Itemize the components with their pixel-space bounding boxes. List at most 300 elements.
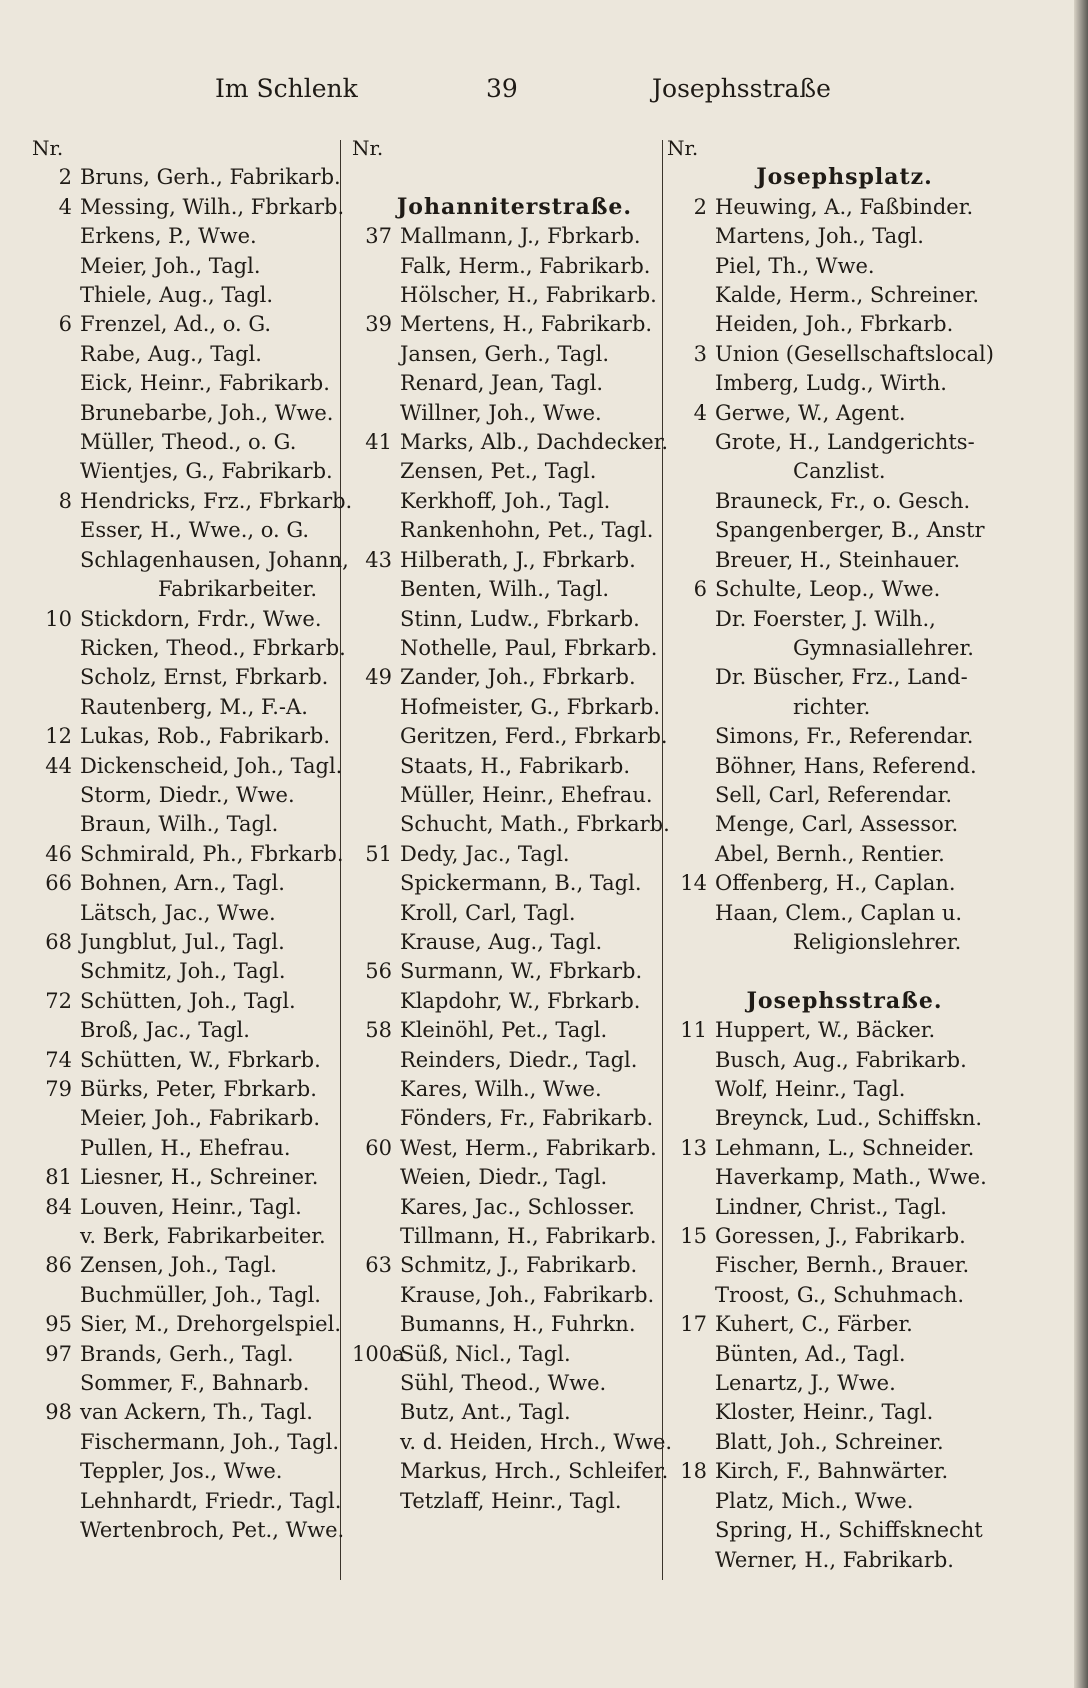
resident-text: Müller, Theod., o. G. [80, 430, 297, 455]
resident-text: Blatt, Joh., Schreiner. [715, 1429, 944, 1454]
resident-text: Kalde, Herm., Schreiner. [715, 283, 980, 308]
resident-text: Messing, Wilh., Fbrkarb. [80, 194, 345, 219]
resident-text: Bürks, Peter, Fbrkarb. [80, 1077, 317, 1101]
resident-entry [32, 1104, 352, 1133]
resident-text: Brauneck, Fr., o. Gesch. [715, 488, 971, 513]
resident-text: Kirch, F., Bahnwärter. [715, 1459, 949, 1484]
resident-entry [667, 1163, 1022, 1192]
resident-entry [32, 1516, 352, 1545]
resident-entry [352, 281, 677, 310]
resident-entry [352, 340, 677, 369]
resident-text: v. d. Heiden, Hrch., Wwe. [400, 1429, 673, 1454]
resident-entry [667, 1546, 1022, 1575]
resident-entry [352, 1487, 677, 1516]
resident-text: Kroll, Carl, Tagl. [400, 900, 576, 925]
street-heading [667, 163, 1022, 192]
resident-text: Louven, Heinr., Tagl. [80, 1194, 302, 1219]
resident-entry [667, 634, 1022, 663]
resident-entry [352, 840, 677, 869]
resident-entry [352, 163, 677, 192]
resident-entry [32, 281, 352, 310]
resident-entry [352, 487, 677, 516]
house-number: 6 [693, 577, 707, 602]
resident-text: Bohnen, Arn., Tagl. [80, 871, 285, 896]
resident-entry [32, 1487, 352, 1516]
resident-entry [667, 752, 1022, 781]
resident-text: Lenartz, J., Wwe. [715, 1371, 896, 1396]
resident-text: Zensen, Pet., Tagl. [400, 459, 597, 484]
resident-text: Canzlist. [793, 459, 886, 484]
resident-text: Willner, Joh., Wwe. [400, 400, 602, 425]
resident-text: Reinders, Diedr., Tagl. [400, 1047, 638, 1072]
house-number: 6 [58, 312, 72, 337]
nr-column-label: Nr. [667, 136, 699, 160]
resident-entry [32, 1369, 352, 1398]
resident-entry [352, 1428, 677, 1457]
resident-entry [352, 634, 677, 663]
resident-text: Dr. Foerster, J. Wilh., [715, 606, 936, 631]
resident-entry [667, 1428, 1022, 1457]
house-number: 2 [693, 194, 707, 219]
resident-text: Sühl, Theod., Wwe. [400, 1371, 607, 1396]
resident-text: Hofmeister, G., Fbrkarb. [400, 694, 661, 719]
resident-text: West, Herm., Fabrikarb. [400, 1135, 657, 1160]
house-number: 37 [365, 224, 392, 249]
resident-text: Hendricks, Frz., Fbrkarb. [80, 488, 353, 513]
resident-entry [32, 722, 352, 751]
resident-entry [32, 663, 352, 692]
resident-entry [667, 1016, 1022, 1045]
resident-text: Frenzel, Ad., o. G. [80, 312, 272, 337]
house-number: 79 [45, 1077, 72, 1101]
resident-text: Esser, H., Wwe., o. G. [80, 518, 310, 543]
resident-entry [667, 693, 1022, 722]
resident-entry [352, 663, 677, 692]
resident-text: Stickdorn, Frdr., Wwe. [80, 606, 322, 631]
resident-entry [667, 1457, 1022, 1486]
resident-entry [352, 457, 677, 486]
resident-entry [352, 516, 677, 545]
house-number: 58 [365, 1018, 392, 1043]
resident-entry [352, 693, 677, 722]
resident-entry [667, 1251, 1022, 1280]
resident-text: Lehmann, L., Schneider. [715, 1135, 975, 1160]
house-number: 56 [365, 959, 392, 984]
house-number: 97 [45, 1341, 72, 1366]
resident-text: Stinn, Ludw., Fbrkarb. [400, 606, 640, 631]
resident-text: Tetzlaff, Heinr., Tagl. [400, 1488, 622, 1513]
resident-text: Bumanns, H., Fuhrkn. [400, 1312, 636, 1337]
resident-entry [32, 928, 352, 957]
resident-entry [352, 222, 677, 251]
resident-entry [32, 428, 352, 457]
resident-entry [32, 752, 352, 781]
resident-text: Fischermann, Joh., Tagl. [80, 1429, 339, 1454]
resident-text: Klapdohr, W., Fbrkarb. [400, 988, 641, 1013]
column-2 [352, 134, 677, 1516]
resident-entry [352, 1193, 677, 1222]
house-number: 44 [45, 753, 72, 778]
resident-text: Erkens, P., Wwe. [80, 224, 257, 249]
resident-entry [352, 575, 677, 604]
resident-entry [667, 663, 1022, 692]
resident-text: Dedy, Jac., Tagl. [400, 841, 570, 866]
resident-text: Zensen, Joh., Tagl. [80, 1253, 277, 1278]
house-number: 2 [58, 165, 72, 190]
resident-text: Pullen, H., Ehefrau. [80, 1135, 291, 1160]
resident-entry [352, 987, 677, 1016]
resident-entry [667, 1075, 1022, 1104]
resident-entry [667, 310, 1022, 339]
resident-text: Benten, Wilh., Tagl. [400, 577, 610, 602]
resident-text: Busch, Aug., Fabrikarb. [715, 1047, 967, 1072]
page-edge [1074, 0, 1088, 1688]
house-number: 95 [45, 1312, 72, 1337]
resident-text: Lätsch, Jac., Wwe. [80, 900, 276, 925]
resident-entry [32, 487, 352, 516]
resident-text: Nothelle, Paul, Fbrkarb. [400, 635, 658, 660]
resident-entry [32, 1134, 352, 1163]
resident-text: Mertens, H., Fabrikarb. [400, 312, 653, 337]
street-heading-text: Josephsstraße. [746, 987, 943, 1014]
resident-entry [32, 1193, 352, 1222]
nr-column-label: Nr. [352, 136, 384, 160]
resident-entry [32, 369, 352, 398]
resident-text: Rautenberg, M., F.-A. [80, 694, 308, 719]
resident-entry [352, 810, 677, 839]
resident-text: Butz, Ant., Tagl. [400, 1400, 571, 1425]
resident-entry [32, 1457, 352, 1486]
resident-text: Schucht, Math., Fbrkarb. [400, 812, 670, 837]
resident-text: Bruns, Gerh., Fabrikarb. [80, 165, 341, 190]
resident-entry [32, 957, 352, 986]
resident-text: Buchmüller, Joh., Tagl. [80, 1282, 321, 1307]
house-number: 100a [352, 1341, 405, 1366]
resident-text: Weien, Diedr., Tagl. [400, 1165, 608, 1190]
resident-entry [667, 810, 1022, 839]
running-header [0, 62, 1088, 102]
house-number: 49 [365, 665, 392, 690]
house-number: 18 [680, 1459, 707, 1484]
resident-text: Sier, M., Drehorgelspiel. [80, 1312, 341, 1337]
resident-text: Piel, Th., Wwe. [715, 253, 875, 278]
resident-entry [352, 546, 677, 575]
street-heading-text: Johanniterstraße. [396, 193, 633, 220]
resident-text: Rabe, Aug., Tagl. [80, 341, 262, 366]
house-number: 66 [45, 871, 72, 896]
house-number: 63 [365, 1253, 392, 1278]
resident-entry [32, 516, 352, 545]
resident-text: Simons, Fr., Referendar. [715, 724, 974, 749]
resident-text: Gerwe, W., Agent. [715, 400, 906, 425]
resident-entry [352, 1075, 677, 1104]
resident-text: Heuwing, A., Faßbinder. [715, 194, 974, 219]
resident-entry [32, 546, 352, 575]
resident-entry [352, 399, 677, 428]
house-number: 13 [680, 1135, 707, 1160]
resident-entry [352, 781, 677, 810]
resident-text: Geritzen, Ferd., Fbrkarb. [400, 724, 668, 749]
street-heading [352, 193, 677, 222]
resident-entry [352, 722, 677, 751]
resident-text [400, 163, 407, 192]
resident-text: Troost, G., Schuhmach. [715, 1282, 965, 1307]
resident-text: Marks, Alb., Dachdecker. [400, 430, 669, 455]
resident-entry [352, 1222, 677, 1251]
resident-text: Markus, Hrch., Schleifer. [400, 1459, 669, 1484]
resident-text: v. Berk, Fabrikarbeiter. [80, 1224, 326, 1249]
resident-entry [32, 310, 352, 339]
resident-entry [32, 1222, 352, 1251]
resident-text: Offenberg, H., Caplan. [715, 871, 956, 896]
house-number: 86 [45, 1253, 72, 1278]
resident-text: Kares, Wilh., Wwe. [400, 1077, 602, 1101]
resident-entry [32, 899, 352, 928]
resident-entry [352, 252, 677, 281]
resident-text: Spickermann, B., Tagl. [400, 871, 642, 896]
resident-text: Ricken, Theod., Fbrkarb. [80, 635, 346, 660]
resident-entry [352, 1281, 677, 1310]
resident-entry [667, 1046, 1022, 1075]
resident-entry [32, 1016, 352, 1045]
resident-text: Hilberath, J., Fbrkarb. [400, 547, 636, 572]
resident-entry [667, 1310, 1022, 1339]
house-number: 14 [680, 871, 707, 896]
resident-entry [352, 869, 677, 898]
resident-entry [352, 1016, 677, 1045]
resident-entry [667, 457, 1022, 486]
resident-text: Tillmann, H., Fabrikarb. [400, 1224, 657, 1249]
resident-text: Jansen, Gerh., Tagl. [400, 341, 610, 366]
house-number: 12 [45, 724, 72, 749]
resident-entry [32, 1340, 352, 1369]
resident-text: Wolf, Heinr., Tagl. [715, 1077, 906, 1101]
resident-entry [352, 1340, 677, 1369]
house-number: 4 [58, 194, 72, 219]
resident-entry [667, 869, 1022, 898]
resident-text: Martens, Joh., Tagl. [715, 224, 924, 249]
resident-text: Breynck, Lud., Schiffskn. [715, 1106, 983, 1131]
resident-text: Böhner, Hans, Referend. [715, 753, 977, 778]
resident-text: Abel, Bernh., Rentier. [715, 841, 945, 866]
resident-text: richter. [793, 694, 871, 719]
resident-entry [667, 1369, 1022, 1398]
resident-entry [32, 222, 352, 251]
resident-entry [32, 1251, 352, 1280]
resident-text: Haverkamp, Math., Wwe. [715, 1165, 987, 1190]
resident-entry [32, 987, 352, 1016]
resident-text: Meier, Joh., Tagl. [80, 253, 261, 278]
resident-text: Lukas, Rob., Fabrikarb. [80, 724, 331, 749]
resident-text: Fischer, Bernh., Brauer. [715, 1253, 970, 1278]
resident-text: Surmann, W., Fbrkarb. [400, 959, 643, 984]
resident-entry [32, 781, 352, 810]
resident-text: Eick, Heinr., Fabrikarb. [80, 371, 330, 396]
resident-text: Heiden, Joh., Fbrkarb. [715, 312, 954, 337]
house-number: 51 [365, 841, 392, 866]
house-number: 68 [45, 929, 72, 954]
resident-entry [667, 1340, 1022, 1369]
resident-entry [352, 1163, 677, 1192]
resident-entry [32, 1046, 352, 1075]
resident-text: Imberg, Ludg., Wirth. [715, 371, 947, 396]
resident-entry [667, 899, 1022, 928]
resident-text: Schütten, Joh., Tagl. [80, 988, 296, 1013]
resident-text: Brunebarbe, Joh., Wwe. [80, 400, 334, 425]
resident-text: Staats, H., Fabrikarb. [400, 753, 631, 778]
resident-entry [32, 1281, 352, 1310]
house-number: 43 [365, 547, 392, 572]
resident-entry [667, 369, 1022, 398]
resident-text: Huppert, W., Bäcker. [715, 1018, 936, 1043]
resident-entry [667, 1193, 1022, 1222]
resident-entry [352, 369, 677, 398]
resident-text: Religionslehrer. [793, 929, 962, 954]
resident-entry [667, 193, 1022, 222]
resident-entry [667, 1487, 1022, 1516]
resident-text: Brands, Gerh., Tagl. [80, 1341, 294, 1366]
resident-text: Lehnhardt, Friedr., Tagl. [80, 1488, 342, 1513]
house-number: 60 [365, 1135, 392, 1160]
resident-text: Schmitz, Joh., Tagl. [80, 959, 286, 984]
resident-entry [32, 575, 352, 604]
resident-entry [32, 457, 352, 486]
resident-text: Dickenscheid, Joh., Tagl. [80, 753, 343, 778]
resident-entry [667, 781, 1022, 810]
resident-entry [667, 722, 1022, 751]
resident-text: Krause, Joh., Fabrikarb. [400, 1282, 655, 1307]
resident-text: Schulte, Leop., Wwe. [715, 577, 941, 602]
resident-text: Falk, Herm., Fabrikarb. [400, 253, 651, 278]
resident-entry [667, 340, 1022, 369]
resident-text: Scholz, Ernst, Fbrkarb. [80, 665, 329, 690]
resident-entry [352, 957, 677, 986]
street-heading-text: Josephsplatz. [756, 164, 933, 191]
resident-text: Goressen, J., Fabrikarb. [715, 1224, 966, 1249]
house-number: 46 [45, 841, 72, 866]
resident-text: Thiele, Aug., Tagl. [80, 283, 274, 308]
resident-text: Fabrikarbeiter. [158, 577, 318, 602]
resident-text: Schmirald, Ph., Fbrkarb. [80, 841, 344, 866]
resident-text: Lindner, Christ., Tagl. [715, 1194, 947, 1219]
resident-entry [667, 252, 1022, 281]
resident-entry [667, 1134, 1022, 1163]
resident-entry [667, 575, 1022, 604]
resident-entry [32, 634, 352, 663]
resident-text: Jungblut, Jul., Tagl. [80, 929, 285, 954]
resident-entry [32, 1310, 352, 1339]
house-number: 72 [45, 988, 72, 1013]
nr-column-label: Nr. [32, 136, 64, 160]
resident-text: Grote, H., Landgerichts- [715, 430, 975, 455]
resident-text: Süß, Nicl., Tagl. [400, 1341, 571, 1366]
resident-entry [352, 928, 677, 957]
resident-text: Kares, Jac., Schlosser. [400, 1194, 635, 1219]
house-number: 8 [58, 488, 72, 513]
resident-text: Schmitz, J., Fabrikarb. [400, 1253, 638, 1278]
resident-text: Broß, Jac., Tagl. [80, 1018, 250, 1043]
resident-text: Sell, Carl, Referendar. [715, 782, 953, 807]
page-number: 39 [486, 74, 518, 103]
resident-entry [667, 428, 1022, 457]
resident-entry [667, 605, 1022, 634]
resident-entry [667, 1516, 1022, 1545]
resident-entry [352, 605, 677, 634]
resident-text: Kuhert, C., Färber. [715, 1312, 913, 1337]
resident-text: van Ackern, Th., Tagl. [80, 1400, 313, 1425]
resident-entry [32, 605, 352, 634]
resident-text: Storm, Diedr., Wwe. [80, 782, 295, 807]
column-1 [32, 134, 352, 1546]
resident-text: Bünten, Ad., Tagl. [715, 1341, 906, 1366]
resident-text: Spring, H., Schiffsknecht [715, 1518, 983, 1543]
resident-entry [667, 1222, 1022, 1251]
resident-text: Wertenbroch, Pet., Wwe. [80, 1518, 345, 1543]
house-number: 17 [680, 1312, 707, 1337]
resident-entry [32, 1075, 352, 1104]
resident-entry [352, 1369, 677, 1398]
house-number: 15 [680, 1224, 707, 1249]
resident-entry [32, 163, 352, 192]
resident-text: Schlagenhausen, Johann, [80, 547, 349, 572]
house-number: 98 [45, 1400, 72, 1425]
resident-entry [352, 310, 677, 339]
resident-text: Renard, Jean, Tagl. [400, 371, 604, 396]
resident-text: Müller, Heinr., Ehefrau. [400, 782, 653, 807]
resident-entry [32, 193, 352, 222]
resident-entry [32, 340, 352, 369]
resident-entry [352, 752, 677, 781]
resident-entry [352, 899, 677, 928]
resident-text: Fönders, Fr., Fabrikarb. [400, 1106, 654, 1131]
resident-text: Sommer, F., Bahnarb. [80, 1371, 310, 1396]
resident-entry [352, 1310, 677, 1339]
header-right-street: Josephsstraße [652, 74, 831, 103]
resident-entry [667, 516, 1022, 545]
resident-text: Teppler, Jos., Wwe. [80, 1459, 283, 1484]
resident-entry [667, 1281, 1022, 1310]
resident-text: Kloster, Heinr., Tagl. [715, 1400, 934, 1425]
resident-text: Union (Gesellschaftslocal) [715, 341, 994, 366]
resident-entry [32, 810, 352, 839]
resident-text: Hölscher, H., Fabrikarb. [400, 283, 657, 308]
resident-entry [352, 1104, 677, 1133]
resident-entry [32, 399, 352, 428]
resident-text: Gymnasiallehrer. [793, 635, 974, 660]
house-number: 4 [693, 400, 707, 425]
resident-text: Kerkhoff, Joh., Tagl. [400, 488, 611, 513]
resident-text: Kleinöhl, Pet., Tagl. [400, 1018, 608, 1043]
resident-text: Platz, Mich., Wwe. [715, 1488, 914, 1513]
resident-entry [667, 928, 1022, 957]
house-number: 39 [365, 312, 392, 337]
resident-text: Haan, Clem., Caplan u. [715, 900, 963, 925]
resident-entry [32, 1428, 352, 1457]
resident-entry [352, 1046, 677, 1075]
resident-entry [352, 1251, 677, 1280]
resident-entry [667, 1398, 1022, 1427]
resident-entry [667, 281, 1022, 310]
resident-text: Dr. Büscher, Frz., Land- [715, 665, 968, 690]
resident-entry [32, 840, 352, 869]
resident-text: Braun, Wilh., Tagl. [80, 812, 279, 837]
house-number: 10 [45, 606, 72, 631]
resident-text: Liesner, H., Schreiner. [80, 1165, 319, 1190]
resident-text: Zander, Joh., Fbrkarb. [400, 665, 636, 690]
resident-text: Rankenhohn, Pet., Tagl. [400, 518, 654, 543]
house-number: 81 [45, 1165, 72, 1190]
resident-text [715, 957, 722, 986]
